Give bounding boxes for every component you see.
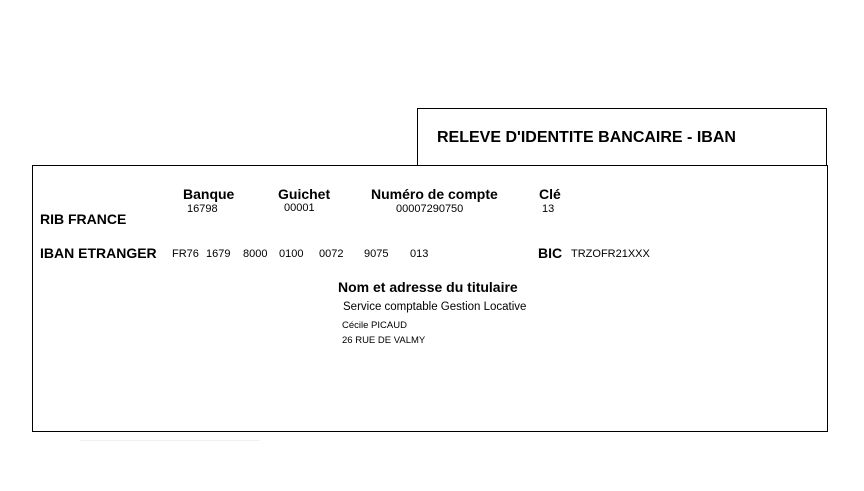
rib-value-numero-compte: 00007290750 xyxy=(396,203,464,215)
iban-part-2: 1679 xyxy=(206,248,231,260)
rib-header-numero-compte: Numéro de compte xyxy=(371,186,498,202)
iban-part-4: 0100 xyxy=(279,248,304,260)
faint-divider xyxy=(80,440,260,441)
title-box xyxy=(417,108,827,165)
iban-part-5: 0072 xyxy=(319,248,344,260)
bic-label: BIC xyxy=(538,245,563,261)
rib-header-cle: Clé xyxy=(539,186,561,202)
rib-header-banque: Banque xyxy=(183,186,235,202)
rib-france-label: RIB FRANCE xyxy=(40,211,127,227)
holder-line-address: 26 RUE DE VALMY xyxy=(342,335,426,346)
iban-part-6: 9075 xyxy=(364,248,389,260)
iban-part-country: FR76 xyxy=(172,248,199,260)
rib-header-guichet: Guichet xyxy=(278,186,331,202)
document-title: RELEVE D'IDENTITE BANCAIRE - IBAN xyxy=(437,129,736,146)
bic-value: TRZOFR21XXX xyxy=(571,248,650,260)
rib-value-guichet: 00001 xyxy=(284,202,315,214)
rib-value-cle: 13 xyxy=(542,203,555,215)
holder-title: Nom et adresse du titulaire xyxy=(338,279,518,295)
iban-part-7: 013 xyxy=(410,248,429,260)
holder-line-name: Cécile PICAUD xyxy=(342,320,407,331)
iban-part-3: 8000 xyxy=(243,248,268,260)
holder-line-service: Service comptable Gestion Locative xyxy=(343,301,527,313)
rib-panel xyxy=(32,165,828,432)
iban-label: IBAN ETRANGER xyxy=(40,245,157,261)
rib-value-banque: 16798 xyxy=(187,203,218,215)
